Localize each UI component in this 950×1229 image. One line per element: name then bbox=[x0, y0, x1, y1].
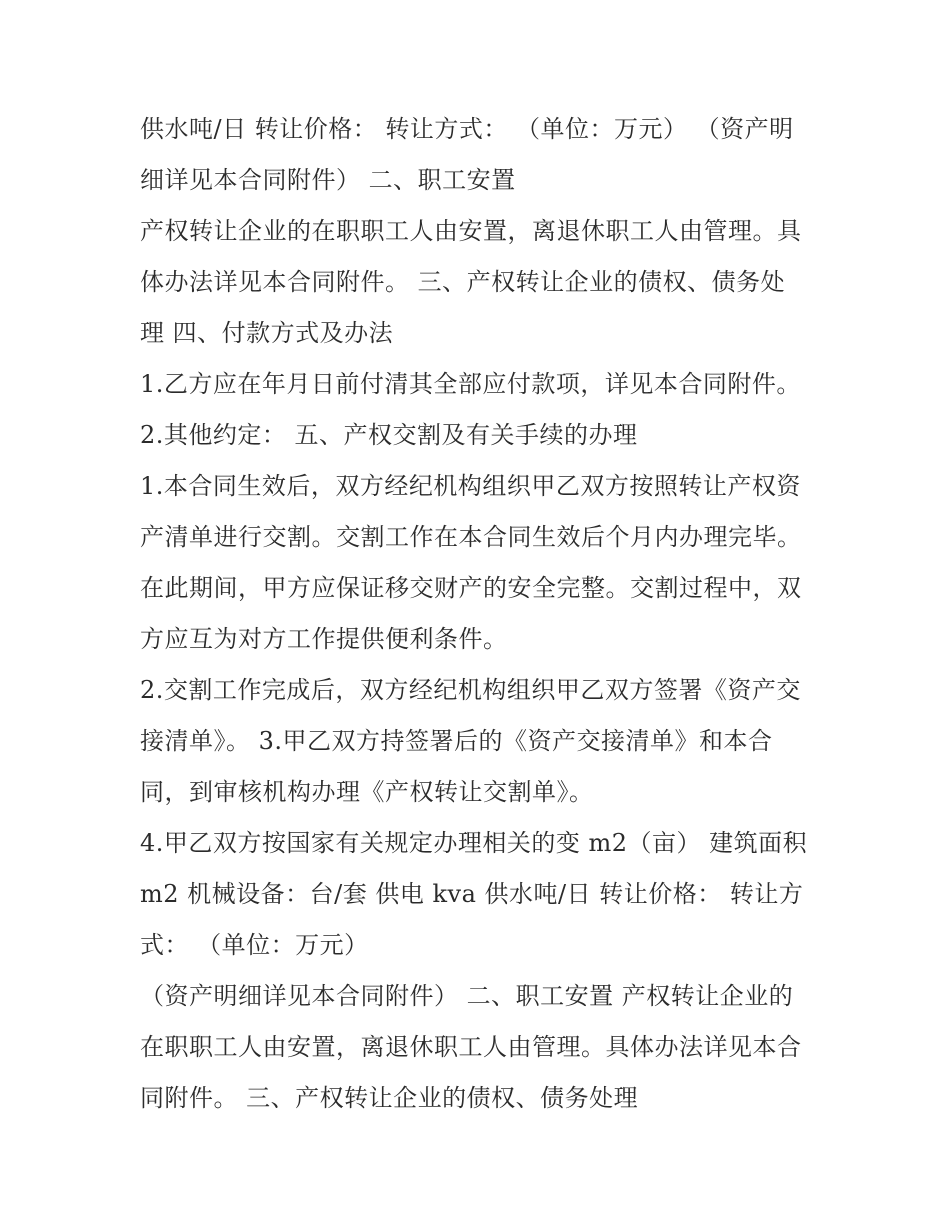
text-line: 接清单》。 3.甲乙双方持签署后的《资产交接清单》和本合 bbox=[140, 727, 773, 755]
text-line: 细详见本合同附件） 二、职工安置 bbox=[140, 166, 516, 194]
text-line: 产清单进行交割。交割工作在本合同生效后个月内办理完毕。 bbox=[140, 523, 802, 551]
text-line: 同附件。 三、产权转让企业的债权、债务处理 bbox=[140, 1084, 639, 1112]
text-line: 1.乙方应在年月日前付清其全部应付款项，详见本合同附件。 bbox=[140, 370, 801, 398]
text-line: 在此期间，甲方应保证移交财产的安全完整。交割过程中，双 bbox=[140, 574, 802, 602]
text-line: 产权转让企业的在职职工人由安置，离退休职工人由管理。具 bbox=[140, 217, 802, 245]
text-line: 2.交割工作完成后，双方经纪机构组织甲乙双方签署《资产交 bbox=[140, 676, 801, 704]
text-line: 4.甲乙双方按国家有关规定办理相关的变 m2（亩） 建筑面积 bbox=[140, 829, 808, 857]
text-line: 供水吨/日 转让价格： 转让方式： （单位：万元） （资产明 bbox=[140, 115, 794, 143]
text-line: 1.本合同生效后，双方经纪机构组织甲乙双方按照转让产权资 bbox=[140, 472, 801, 500]
text-line: 在职职工人由安置，离退休职工人由管理。具体办法详见本合 bbox=[140, 1033, 802, 1061]
text-line: 式： （单位：万元） bbox=[140, 931, 369, 959]
text-line: （资产明细详见本合同附件） 二、职工安置 产权转让企业的 bbox=[140, 982, 794, 1010]
text-line: 同，到审核机构办理《产权转让交割单》。 bbox=[140, 778, 594, 806]
text-line: 2.其他约定： 五、产权交割及有关手续的办理 bbox=[140, 421, 638, 449]
text-line: 方应互为对方工作提供便利条件。 bbox=[140, 625, 508, 653]
text-line: 体办法详见本合同附件。 三、产权转让企业的债权、债务处 bbox=[140, 268, 786, 296]
text-line: m2 机械设备：台/套 供电 kva 供水吨/日 转让价格： 转让方 bbox=[140, 880, 804, 908]
text-line: 理 四、付款方式及办法 bbox=[140, 319, 394, 347]
